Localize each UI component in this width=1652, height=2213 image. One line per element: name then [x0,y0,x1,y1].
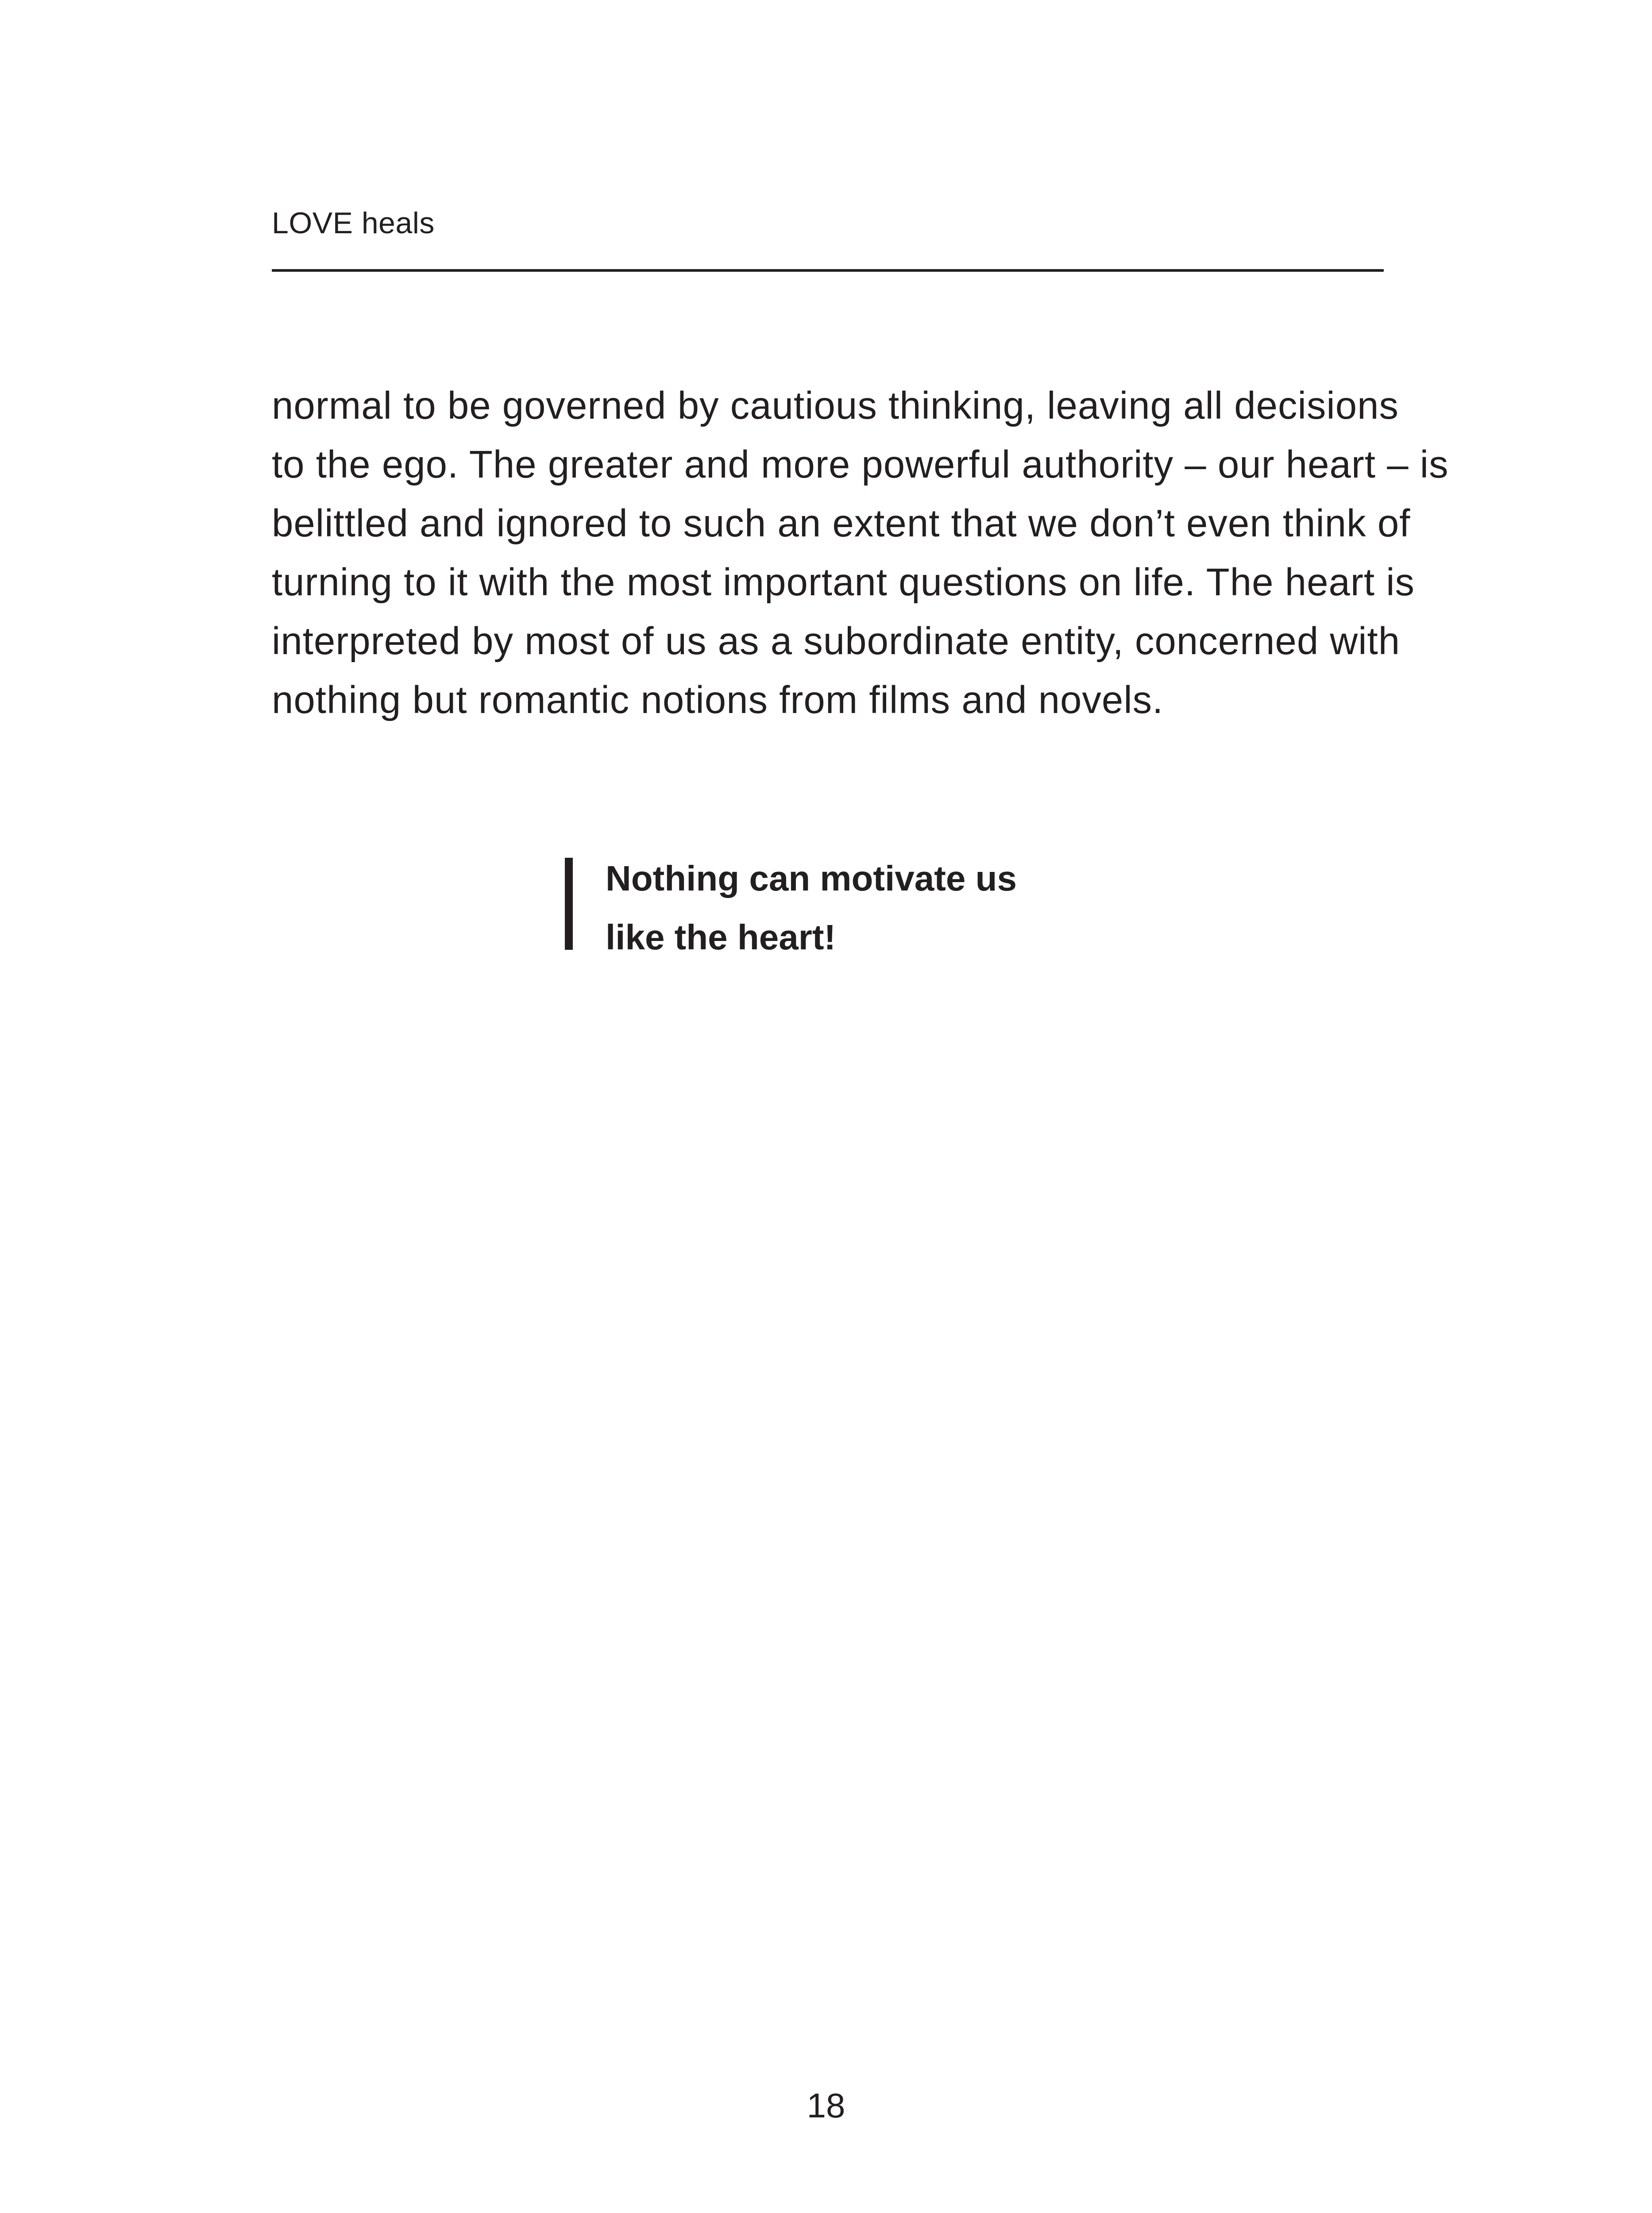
body-line: turning to it with the most important questions on life. The heart is [272,561,1415,604]
quote-line: Nothing can motivate us [606,859,1017,898]
body-line: to the ego. The greater and more powerful authority – our heart – is [272,443,1449,486]
body-line: interpreted by most of us as a subordinate entity, concerned with [272,620,1401,663]
quote-line: like the heart! [606,918,836,957]
body-paragraph [272,376,1449,729]
body-line: nothing but romantic notions from films and novels. [272,679,1164,721]
quote-text [606,849,1017,967]
running-header: LOVE heals [272,206,435,240]
header-rule [272,269,1384,272]
page-number: 18 [807,2086,845,2125]
quote-bar [565,858,573,950]
body-line: belittled and ignored to such an extent that we don’t even think of [272,502,1411,545]
body-line: normal to be governed by cautious thinking, leaving all decisions [272,384,1399,427]
